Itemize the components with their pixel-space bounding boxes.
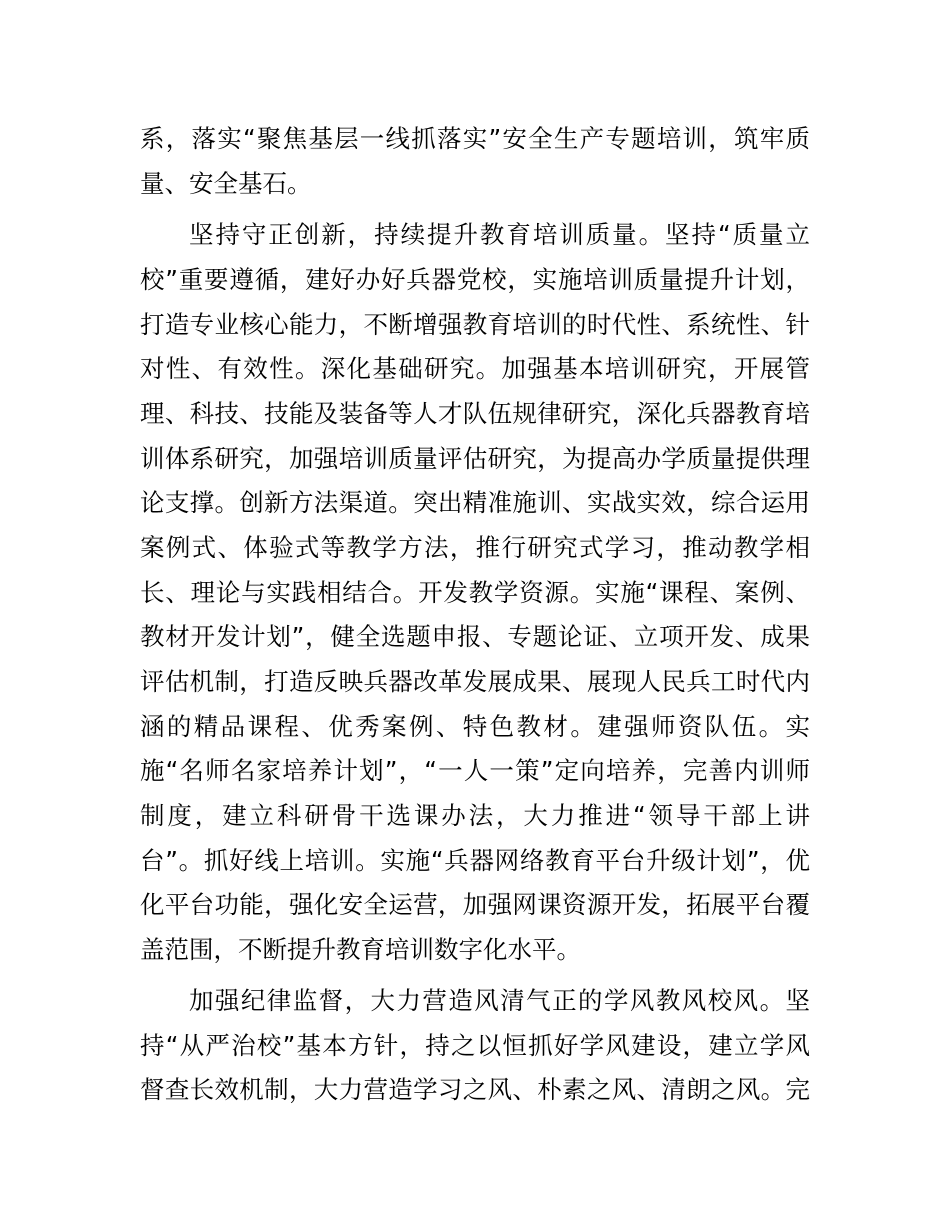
text-line: 打造专业核心能力，不断增强教育培训的时代性、系统性、针 bbox=[140, 310, 810, 339]
text-line: 化平台功能，强化安全运营，加强网课资源开发，拓展平台覆 bbox=[140, 890, 810, 919]
text-line: 台”。抓好线上培训。实施“兵器网络教育平台升级计划”，优 bbox=[140, 846, 810, 875]
text-line: 持“从严治校”基本方针，持之以恒抓好学风建设，建立学风 bbox=[140, 1031, 810, 1060]
text-line: 加强纪律监督，大力营造风清气正的学风教风校风。坚 bbox=[189, 986, 810, 1015]
text-line: 校”重要遵循，建好办好兵器党校，实施培训质量提升计划， bbox=[140, 265, 810, 294]
text-line: 制度，建立科研骨干选课办法，大力推进“领导干部上讲 bbox=[140, 801, 810, 830]
text-line: 系，落实“聚焦基层一线抓落实”安全生产专题培训，筑牢质 bbox=[140, 124, 810, 153]
text-line: 施“名师名家培养计划”，“一人一策”定向培养，完善内训师 bbox=[140, 756, 810, 785]
text-line: 长、理论与实践相结合。开发教学资源。实施“课程、案例、 bbox=[140, 578, 810, 607]
text-line: 训体系研究，加强培训质量评估研究，为提高办学质量提供理 bbox=[140, 444, 810, 473]
text-line: 督查长效机制，大力营造学习之风、朴素之风、清朗之风。完 bbox=[140, 1075, 810, 1104]
text-line: 量、安全基石。 bbox=[140, 169, 312, 198]
text-line: 论支撑。创新方法渠道。突出精准施训、实战实效，综合运用 bbox=[140, 488, 810, 517]
text-line: 盖范围，不断提升教育培训数字化水平。 bbox=[140, 935, 581, 964]
text-line: 教材开发计划”，健全选题申报、专题论证、立项开发、成果 bbox=[140, 622, 810, 651]
text-line: 评估机制，打造反映兵器改革发展成果、展现人民兵工时代内 bbox=[140, 667, 810, 696]
text-line: 坚持守正创新，持续提升教育培训质量。坚持“质量立 bbox=[189, 220, 810, 249]
text-line: 对性、有效性。深化基础研究。加强基本培训研究，开展管 bbox=[140, 354, 810, 383]
text-line: 涵的精品课程、优秀案例、特色教材。建强师资队伍。实 bbox=[140, 712, 810, 741]
text-line: 案例式、体验式等教学方法，推行研究式学习，推动教学相 bbox=[140, 533, 810, 562]
text-line: 理、科技、技能及装备等人才队伍规律研究，深化兵器教育培 bbox=[140, 399, 810, 428]
